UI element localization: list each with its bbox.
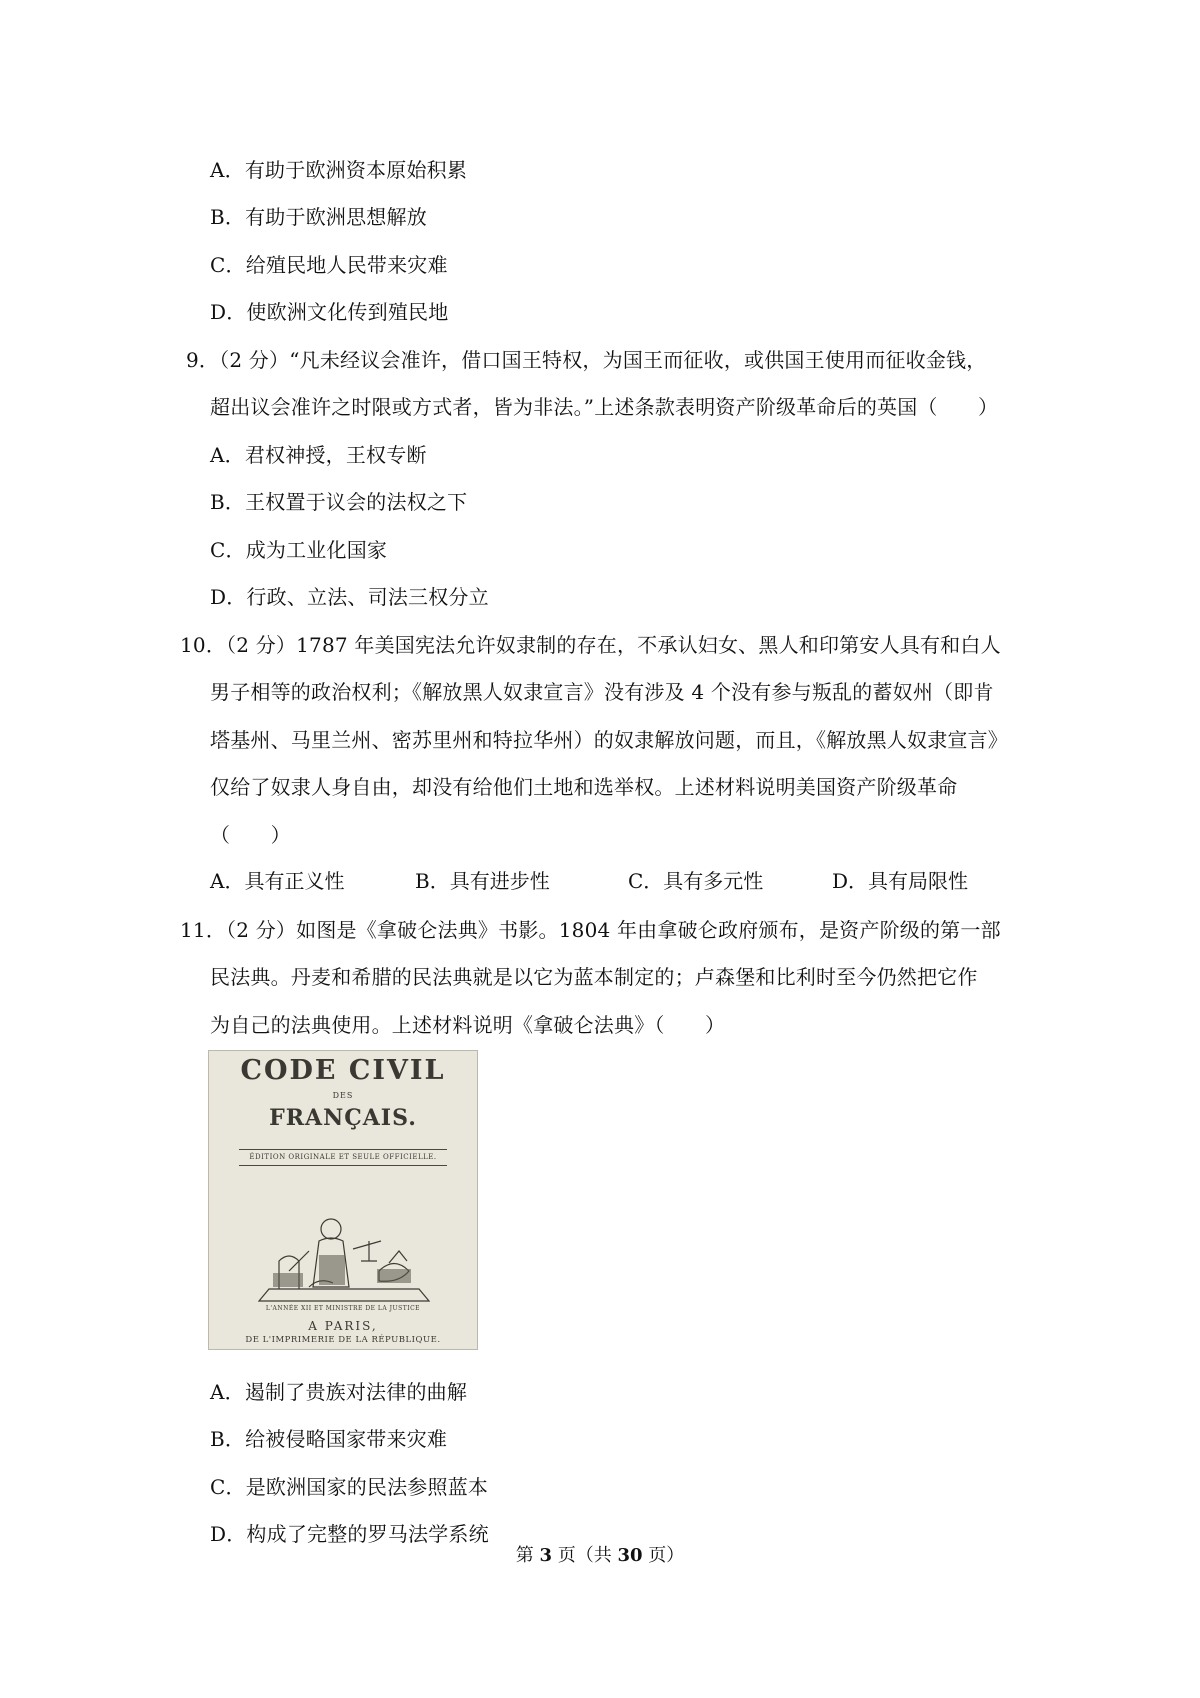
- figure-rule-top: [239, 1149, 447, 1150]
- q11-option-b: B．给被侵略国家带来灾难: [210, 1427, 448, 1451]
- footer-total-pages: 30: [617, 1545, 643, 1566]
- page-footer: [0, 1544, 1200, 1568]
- figure-title: CODE CIVIL: [240, 1055, 446, 1086]
- q10-stem-line-3: 塔基州、马里兰州、密苏里州和特拉华州）的奴隶解放问题，而且，《解放黑人奴隶宣言》: [210, 728, 1008, 752]
- q10-option-c: C．具有多元性: [628, 869, 764, 893]
- justice-emblem-icon: [249, 1201, 439, 1311]
- q11-option-c: C．是欧洲国家的民法参照蓝本: [210, 1475, 489, 1499]
- footer-prefix: 第: [515, 1545, 540, 1566]
- q10-stem-line-2: 男子相等的政治权利；《解放黑人奴隶宣言》没有涉及 4 个没有参与叛乱的蓄奴州（即肯: [210, 680, 994, 704]
- q10-option-a: A．具有正义性: [210, 869, 345, 893]
- q8-option-a: A．有助于欧洲资本原始积累: [210, 158, 468, 182]
- q9-stem-line-2: 超出议会准许之时限或方式者，皆为非法。”上述条款表明资产阶级革命后的英国（ ）: [210, 395, 999, 419]
- footer-suffix: 页）: [642, 1545, 685, 1566]
- q11-stem-line-2: 民法典。丹麦和希腊的民法典就是以它为蓝本制定的；卢森堡和比利时至今仍然把它作: [210, 965, 978, 989]
- q8-option-b: B．有助于欧洲思想解放: [210, 205, 427, 229]
- q8-option-d: D．使欧洲文化传到殖民地: [210, 300, 449, 324]
- code-civil-title-page-image: [208, 1050, 478, 1350]
- q11-stem-line-1: 11．（2 分）如图是《拿破仑法典》书影。1804 年由拿破仑政府颁布，是资产阶级的第一部: [180, 918, 1001, 942]
- q9-option-a: A．君权神授，王权专断: [210, 443, 427, 467]
- figure-subtitle: FRANÇAIS.: [269, 1105, 417, 1131]
- q8-option-c: C．给殖民地人民带来灾难: [210, 253, 448, 277]
- figure-rule-bottom: [239, 1165, 447, 1166]
- q11-option-a: A．遏制了贵族对法律的曲解: [210, 1380, 468, 1404]
- q10-option-d: D．具有局限性: [832, 869, 969, 893]
- figure-des: DES: [332, 1091, 354, 1100]
- footer-middle: 页（共: [552, 1545, 618, 1566]
- q11-stem-line-3: 为自己的法典使用。上述材料说明《拿破仑法典》（ ）: [210, 1013, 726, 1037]
- q9-option-d: D．行政、立法、司法三权分立: [210, 585, 489, 609]
- figure-press: DE L'IMPRIMERIE DE LA RÉPUBLIQUE.: [245, 1335, 441, 1345]
- q10-stem-line-5: （ ）: [210, 823, 291, 847]
- q9-stem-line-1: 9．（2 分）“凡未经议会准许，借口国王特权，为国王而征收，或供国王使用而征收金钱，: [186, 348, 987, 372]
- q10-stem-line-1: 10．（2 分）1787 年美国宪法允许奴隶制的存在，不承认妇女、黑人和印第安人具有和白人: [180, 633, 1001, 657]
- footer-page-number: 3: [539, 1545, 552, 1566]
- q9-option-b: B．王权置于议会的法权之下: [210, 490, 468, 514]
- figure-emblem-caption: L'ANNÉE XII ET MINISTRE DE LA JUSTICE: [265, 1305, 421, 1312]
- q11-option-d: D．构成了完整的罗马法学系统: [210, 1522, 489, 1546]
- q10-option-b: B．具有进步性: [415, 869, 550, 893]
- figure-city: A PARIS,: [308, 1319, 378, 1333]
- q10-stem-line-4: 仅给了奴隶人身自由，却没有给他们土地和选举权。上述材料说明美国资产阶级革命: [210, 775, 958, 799]
- figure-edition: ÉDITION ORIGINALE ET SEULE OFFICIELLE.: [249, 1153, 437, 1161]
- q9-option-c: C．成为工业化国家: [210, 538, 388, 562]
